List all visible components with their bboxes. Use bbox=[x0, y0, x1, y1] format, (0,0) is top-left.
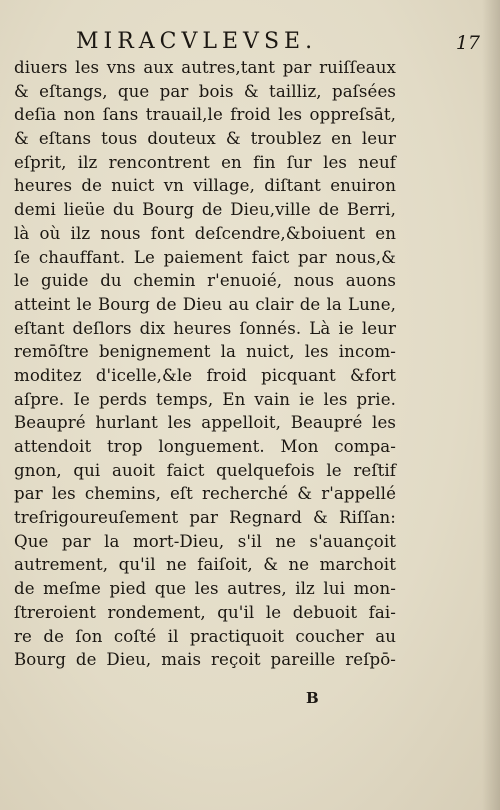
text-line: eſtant deſlors dix heures ſonnés. Là ie leur bbox=[14, 318, 396, 338]
text-line: re de ſon coſté il practiquoit coucher au bbox=[14, 626, 396, 646]
text-line: demi lieüe du Bourg de Dieu,ville de Berri, bbox=[14, 200, 396, 220]
text-line: ſtreroient rondement, qu'il le debuoit fai- bbox=[14, 602, 396, 622]
text-line: par les chemins, eſt recherché & r'appellé bbox=[14, 484, 396, 504]
text-line: Bourg de Dieu, mais reçoit pareille reſpō- bbox=[14, 650, 396, 670]
text-line: ſe chauffant. Le paiement faict par nous,& bbox=[14, 247, 396, 267]
text-line: attendoit trop longuement. Mon compa- bbox=[14, 437, 396, 456]
text-line: & eſtangs, que par bois & tailliz, paſsées bbox=[14, 81, 396, 101]
running-head bbox=[60, 28, 480, 56]
text-line: Que par la mort-Dieu, s'il ne s'auançoit bbox=[14, 531, 396, 551]
text-line: le guide du chemin r'enuoié, nous auons bbox=[14, 271, 396, 291]
text-line: Beaupré hurlant les appelloit, Beaupré les bbox=[14, 413, 396, 433]
text-line: atteint le Bourg de Dieu au clair de la Lune, bbox=[14, 294, 396, 314]
running-title: MIRACVLEVSE. bbox=[76, 29, 318, 54]
text-line: treſrigoureuſement par Regnard & Riſſan: bbox=[14, 508, 396, 528]
text-line: là où ilz nous font deſcendre,&boiuent en bbox=[14, 223, 396, 243]
text-line: deſia non ſans trauail,le froid les oppreſsāt, bbox=[14, 105, 396, 125]
text-line: de meſme pied que les autres, ilz lui mon- bbox=[14, 579, 396, 599]
text-line: moditez d'icelle,&le froid picquant &fort bbox=[14, 365, 396, 385]
text-line: gnon, qui auoit faict quelquefois le reſtif bbox=[14, 460, 396, 480]
text-line: heures de nuict vn village, diſtant enuiron bbox=[14, 176, 396, 196]
signature-mark: B bbox=[306, 689, 319, 707]
text-line: aſpre. Ie perds temps, En vain ie les prie. bbox=[14, 389, 396, 409]
text-line: & eſtans tous douteux & troublez en leur bbox=[14, 129, 396, 149]
page-edge-shadow bbox=[482, 0, 500, 810]
text-line: diuers les vns aux autres,tant par ruiſſeaux bbox=[14, 58, 396, 77]
text-line: autrement, qu'il ne faiſoit, & ne marchoit bbox=[14, 555, 396, 575]
body-text bbox=[14, 56, 396, 672]
text-line: eſprit, ilz rencontrent en fin ſur les neuf bbox=[14, 152, 396, 172]
text-line: remōſtre benignement la nuict, les incom- bbox=[14, 342, 396, 362]
page-number: 17 bbox=[455, 32, 480, 54]
